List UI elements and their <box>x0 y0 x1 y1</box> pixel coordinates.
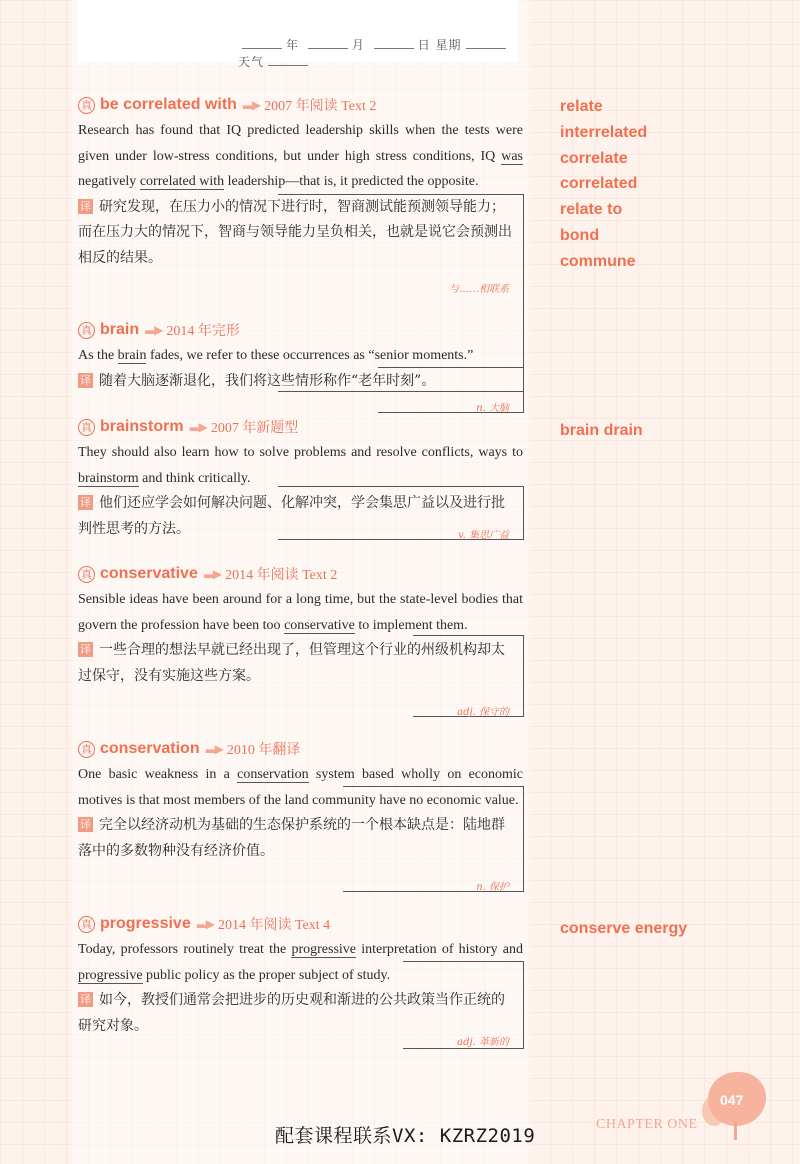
arrow-icon: ▬▶ <box>196 916 212 931</box>
yi-icon: 译 <box>80 643 91 656</box>
page-badge-stem <box>734 1122 737 1140</box>
side-word-correlated: correlated <box>560 175 638 192</box>
headword: conservation <box>100 740 200 757</box>
arrow-icon: ▬▶ <box>242 97 259 112</box>
entry-be-correlated-with <box>78 94 523 295</box>
entry-head <box>78 94 523 116</box>
note-bracket <box>343 786 524 892</box>
yi-icon: 译 <box>80 993 91 1006</box>
entry-brain <box>78 319 523 414</box>
chinese-translation: 译 他们还应学会如何解决问题、化解冲突，学会集思广益以及进行批判性思考的方法。 <box>78 495 505 537</box>
side-word-interrelated: interrelated <box>560 124 648 141</box>
source-label: 2010 年翻译 <box>226 743 301 758</box>
side-word-relate-to: relate to <box>560 201 623 218</box>
year-label: 年 <box>286 38 300 52</box>
side-word-brain-drain: brain drain <box>560 422 643 439</box>
page-number: 047 <box>720 1092 744 1108</box>
entry-conservative <box>78 563 523 718</box>
source-label: 2014 年完形 <box>166 324 240 339</box>
source-label: 2007 年新题型 <box>210 421 299 436</box>
headword: brainstorm <box>100 418 184 435</box>
arrow-icon: ▬▶ <box>145 322 161 337</box>
chapter-label: CHAPTER ONE <box>596 1117 698 1132</box>
english-sentence: Sensible ideas have been around for a long time, but the state-level bodies that govern the profession have been too conservative to implement them. <box>78 592 523 633</box>
pos-tag: adj. 保守的 <box>457 707 509 718</box>
yi-icon: 译 <box>80 818 91 831</box>
source-label: 2007 年阅读 Text 2 <box>264 99 377 114</box>
weather-label: 天气 <box>238 55 265 69</box>
yi-icon: 译 <box>80 199 91 213</box>
arrow-icon: ▬▶ <box>189 419 205 434</box>
contact-footer: 配套课程联系VX: KZRZ2019 <box>275 1125 536 1147</box>
chinese-translation: 译 随着大脑逐渐退化，我们将这些情形称作“老年时刻”。 <box>80 372 436 389</box>
source-label: 2014 年阅读 Text 2 <box>225 568 338 583</box>
side-word-correlate: correlate <box>560 150 628 167</box>
month-label: 月 <box>351 38 365 52</box>
headword: conservative <box>100 565 198 582</box>
english-sentence: As the brain fades, we refer to these occurrences as “senior moments.” <box>78 348 474 363</box>
entry-conservation <box>78 738 524 893</box>
weekday-label: 星期 <box>435 38 462 52</box>
english-sentence: Research has found that IQ predicted leadership skills when the tests were given under low-stress conditions, but under high stress conditions, IQ was negatively correlated with leadership—that is, it predicted the opposite. <box>78 123 523 189</box>
zhen-icon: 真 <box>78 741 95 758</box>
side-word-relate: relate <box>560 98 603 115</box>
arrow-icon: ▬▶ <box>203 566 220 581</box>
date-header <box>78 0 518 69</box>
pos-tag: n. 大脑 <box>476 403 509 414</box>
yi-icon: 译 <box>80 373 91 387</box>
yi-icon: 译 <box>80 496 91 509</box>
headword: be correlated with <box>100 96 237 113</box>
entry-brainstorm <box>78 416 523 542</box>
pos-tag: n. 保护 <box>476 882 509 893</box>
side-word-commune: commune <box>560 253 636 270</box>
pos-tag: v. 集思广益 <box>458 530 509 541</box>
english-sentence: One basic weakness in a conservation system based wholly on economic motives is that most members of the land community have no economic value. <box>78 767 524 808</box>
day-label: 日 <box>417 38 431 52</box>
date-line <box>238 36 518 70</box>
entry-progressive <box>78 913 523 1048</box>
source-label: 2014 年阅读 Text 4 <box>217 918 331 933</box>
chinese-translation: 译 如今，教授们通常会把进步的历史观和渐进的公共政策当作正统的研究对象。 <box>78 992 505 1034</box>
side-word-bond: bond <box>560 227 600 244</box>
headword: brain <box>100 321 140 338</box>
zhen-icon: 真 <box>78 97 95 114</box>
headword: progressive <box>100 915 191 932</box>
zhen-icon: 真 <box>78 322 95 339</box>
zhen-icon: 真 <box>78 566 95 583</box>
chinese-translation: 译 研究发现，在压力小的情况下进行时，智商测试能预测领导能力；而在压力大的情况下，智商与领导能力呈负相关，也就是说它会预测出相反的结果。 <box>78 198 512 266</box>
arrow-icon: ▬▶ <box>205 741 221 756</box>
english-sentence: Today, professors routinely treat the progressive interpretation of history and progressive public policy as the proper subject of study. <box>78 942 523 983</box>
pos-tag: 与……相联系 <box>449 284 509 295</box>
side-word-conserve-energy: conserve energy <box>560 920 688 937</box>
pos-tag: adj. 革新的 <box>457 1037 509 1048</box>
zhen-icon: 真 <box>78 419 95 436</box>
chinese-translation: 译 完全以经济动机为基础的生态保护系统的一个根本缺点是：陆地群落中的多数物种没有经济价值。 <box>78 817 505 859</box>
english-sentence: They should also learn how to solve problems and resolve conflicts, ways to brainstorm and think critically. <box>78 445 523 486</box>
zhen-icon: 真 <box>78 916 95 933</box>
chinese-translation: 译 一些合理的想法早就已经出现了，但管理这个行业的州级机构却太过保守，没有实施这些方案。 <box>78 642 505 684</box>
